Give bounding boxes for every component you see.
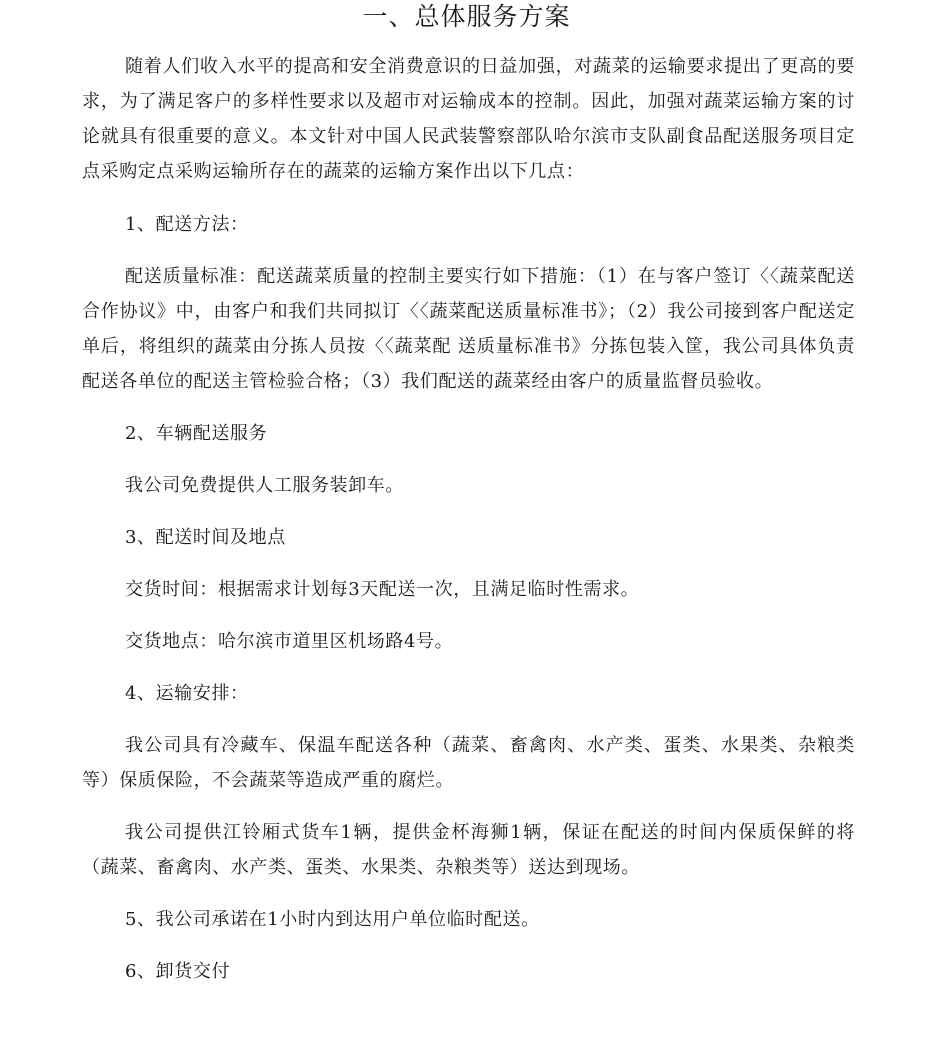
vehicle-fleet-paragraph: 我公司提供江铃厢式货车1辆，提供金杯海狮1辆，保证在配送的时间内保质保鲜的将（蔬菜、畜禽肉、水产类、蛋类、水果类、杂粮类等）送达到现场。: [82, 822, 855, 878]
document-title: 一、总体服务方案: [362, 2, 571, 31]
section-heading-delivery-method: 1、配送方法：: [125, 214, 249, 235]
delivery-time-paragraph: 交货时间：根据需求计划每3天配送一次，且满足临时性需求。: [125, 579, 640, 600]
section-heading-vehicle-service: 2、车辆配送服务: [125, 423, 268, 444]
section-heading-time-location: 3、配送时间及地点: [125, 527, 286, 548]
section-heading-transport: 4、运输安排：: [125, 683, 249, 704]
loading-service-paragraph: 我公司免费提供人工服务装卸车。: [125, 475, 404, 496]
intro-paragraph: 随着人们收入水平的提高和安全消费意识的日益加强，对蔬菜的运输要求提出了更高的要求，为了满足客户的多样性要求以及超市对运输成本的控制。因此，加强对蔬菜运输方案的讨论就具有很重要的意义。本文针对中国人民武装警察部队哈尔滨市支队副食品配送服务项目定点采购定点采购运输所存在的蔬菜的运输方案作出以下几点：: [82, 56, 855, 182]
refrigerated-vehicles-paragraph: 我公司具有冷藏车、保温车配送各种（蔬菜、畜禽肉、水产类、蛋类、水果类、杂粮类等）保质保险，不会蔬菜等造成严重的腐烂。: [82, 735, 855, 791]
section-heading-unloading: 6、卸货交付: [125, 961, 231, 982]
quality-standard-paragraph: 配送质量标准：配送蔬菜质量的控制主要实行如下措施：（1）在与客户签订〈〈蔬菜配送合作协议》中，由客户和我们共同拟订〈〈蔬菜配送质量标准书》；（2）我公司接到客户配送定单后，将组织的蔬菜由分拣人员按〈〈蔬菜配 送质量标准书》分拣包装入筐，我公司具体负责配送各单位的配送主管检验合格；（3）我们配送的蔬菜经由客户的质量监督员验收。: [82, 266, 855, 392]
section-heading-commitment: 5、我公司承诺在1小时内到达用户单位临时配送。: [125, 909, 540, 930]
delivery-location-paragraph: 交货地点：哈尔滨市道里区机场路4号。: [125, 631, 454, 652]
